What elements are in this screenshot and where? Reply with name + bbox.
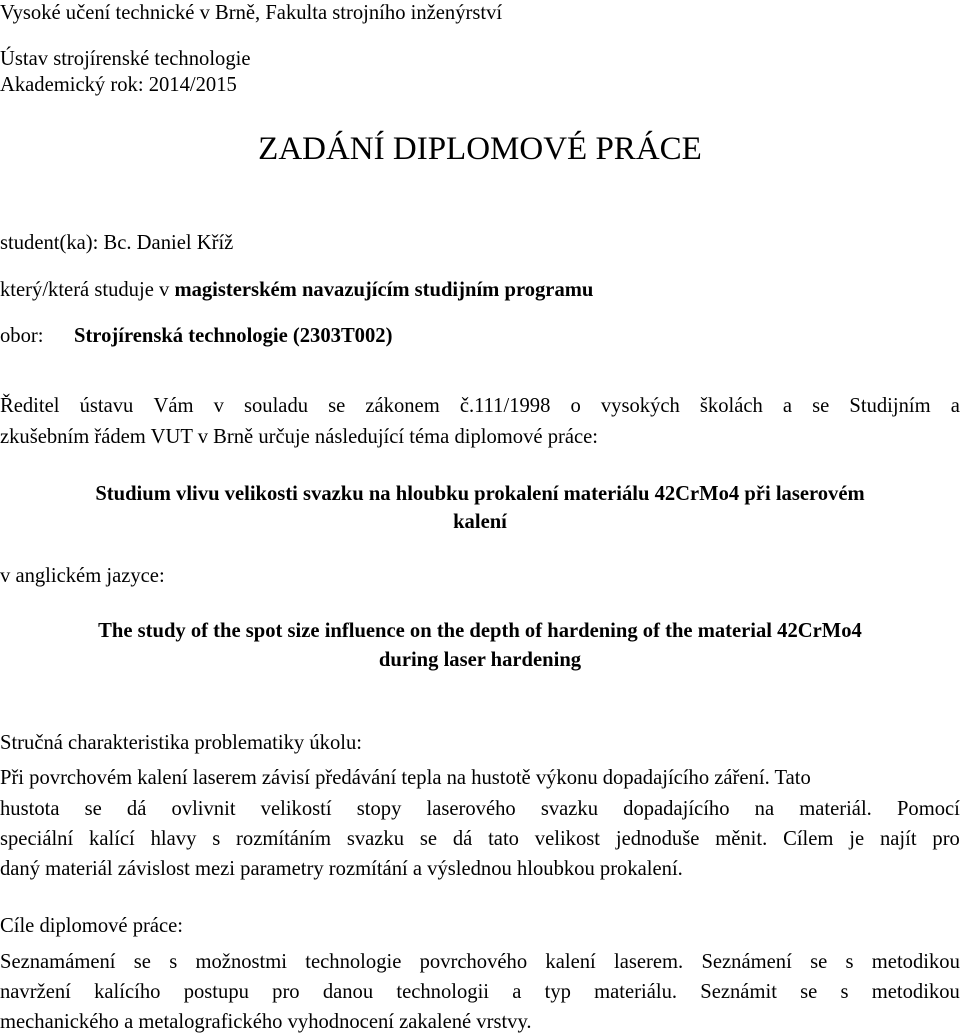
field-value: Strojírenská technologie (2303T002): [74, 325, 393, 347]
word: hlavy: [150, 828, 197, 850]
word: Seznámit: [700, 981, 777, 1003]
document-title-text: ZADÁNÍ DIPLOMOVÉ PRÁCE: [258, 131, 702, 167]
word: hustota: [0, 798, 60, 820]
word: Cílem: [783, 828, 834, 850]
word: dopadajícího: [623, 798, 730, 820]
word: jednoduše: [615, 828, 700, 850]
word: zákonem: [365, 395, 440, 417]
word: rozmítáním: [236, 828, 331, 850]
word: pro: [272, 981, 300, 1003]
word: se: [84, 798, 102, 820]
word: v: [213, 395, 224, 417]
word: se: [800, 981, 818, 1003]
word: svazku: [540, 798, 599, 820]
word: typ: [544, 981, 571, 1003]
word: postupu: [183, 981, 249, 1003]
word: technologii: [396, 981, 490, 1003]
word: Vám: [153, 395, 194, 417]
word: navržení: [0, 981, 71, 1003]
characteristics-heading: Stručná charakteristika problematiky úkolu:: [0, 732, 362, 754]
topic-line-1: Studium vlivu velikosti svazku na hloubku prokalení materiálu 42CrMo4 při laserovém: [95, 483, 865, 505]
word: svazku: [346, 828, 404, 850]
word: Seznamámení: [0, 951, 116, 973]
word: technologie: [305, 951, 402, 973]
field-label: obor:: [0, 325, 44, 347]
word: materiálu.: [594, 981, 678, 1003]
word: speciální: [0, 828, 74, 850]
word: měnit.: [715, 828, 768, 850]
characteristics-line-2: [0, 799, 960, 820]
student-line: student(ka): Bc. Daniel Kříž: [0, 232, 234, 254]
word: vysokých: [600, 395, 680, 417]
word: Studijním: [849, 395, 931, 417]
english-label: v anglickém jazyce:: [0, 565, 165, 587]
word: a: [782, 395, 793, 417]
word: metodikou: [871, 981, 960, 1003]
word: možnostmi: [195, 951, 288, 973]
word: velikost: [534, 828, 601, 850]
word: s: [169, 951, 178, 973]
word: Seznámení: [701, 951, 792, 973]
word: laserem.: [614, 951, 684, 973]
word: kalení: [545, 951, 596, 973]
word: kalící: [89, 828, 135, 850]
word: se: [328, 395, 346, 417]
field-line: [0, 325, 393, 347]
word: s: [212, 828, 221, 850]
institution-line: Vysoké učení technické v Brně, Fakulta strojního inženýrství: [0, 2, 503, 24]
word: metodikou: [871, 951, 960, 973]
word: se: [133, 951, 151, 973]
word: a: [512, 981, 522, 1003]
goals-line-1: [0, 952, 960, 973]
topic-line-2: kalení: [453, 511, 507, 533]
word: kalícího: [94, 981, 161, 1003]
word: dá: [452, 828, 473, 850]
word: školách: [699, 395, 763, 417]
word: se: [810, 951, 828, 973]
word: laserového: [426, 798, 516, 820]
word: ústavu: [79, 395, 134, 417]
word: ovlivnit: [171, 798, 236, 820]
academic-year-line: Akademický rok: 2014/2015: [0, 74, 237, 96]
word: dá: [126, 798, 147, 820]
characteristics-line-1: Při povrchovém kalení laserem závisí předávání tepla na hustotě výkonu dopadajícího záření. Tato: [0, 767, 811, 789]
characteristics-line-4: daný materiál závislost mezi parametry rozmítání a výslednou hloubkou prokalení.: [0, 858, 683, 880]
word: souladu: [243, 395, 309, 417]
topic-en-line-2: during laser hardening: [378, 649, 582, 671]
program-name: magisterském navazujícím studijním programu: [174, 279, 594, 301]
word: Ředitel: [0, 395, 60, 417]
department-line: Ústav strojírenské technologie: [0, 48, 251, 70]
program-prefix: který/která studuje v: [0, 279, 175, 301]
word: je: [849, 828, 865, 850]
goals-line-3: mechanického a metalografického vyhodnocení zakalené vrstvy.: [0, 1011, 532, 1033]
intro-line-1: [0, 396, 960, 417]
word: na: [754, 798, 775, 820]
word: Pomocí: [896, 798, 960, 820]
word: se: [419, 828, 437, 850]
goals-line-2: [0, 982, 960, 1003]
word: velikostí: [260, 798, 332, 820]
word: se: [812, 395, 830, 417]
document-title: [0, 133, 960, 166]
word: stopy: [356, 798, 402, 820]
word: č.111/1998: [459, 395, 551, 417]
goals-heading: Cíle diplomové práce:: [0, 915, 184, 937]
intro-line-2: zkušebním řádem VUT v Brně určuje následující téma diplomové práce:: [0, 426, 598, 448]
program-line: [0, 280, 593, 301]
word: tato: [488, 828, 519, 850]
characteristics-line-3: [0, 829, 960, 850]
word: s: [840, 981, 849, 1003]
word: najít: [879, 828, 917, 850]
topic-en-line-1: The study of the spot size influence on the depth of hardening of the material 42CrMo4: [98, 620, 862, 642]
word: pro: [932, 828, 960, 850]
word: a: [950, 395, 960, 417]
word: danou: [322, 981, 374, 1003]
word: materiál.: [799, 798, 872, 820]
word: s: [845, 951, 854, 973]
word: povrchového: [419, 951, 528, 973]
word: o: [570, 395, 581, 417]
